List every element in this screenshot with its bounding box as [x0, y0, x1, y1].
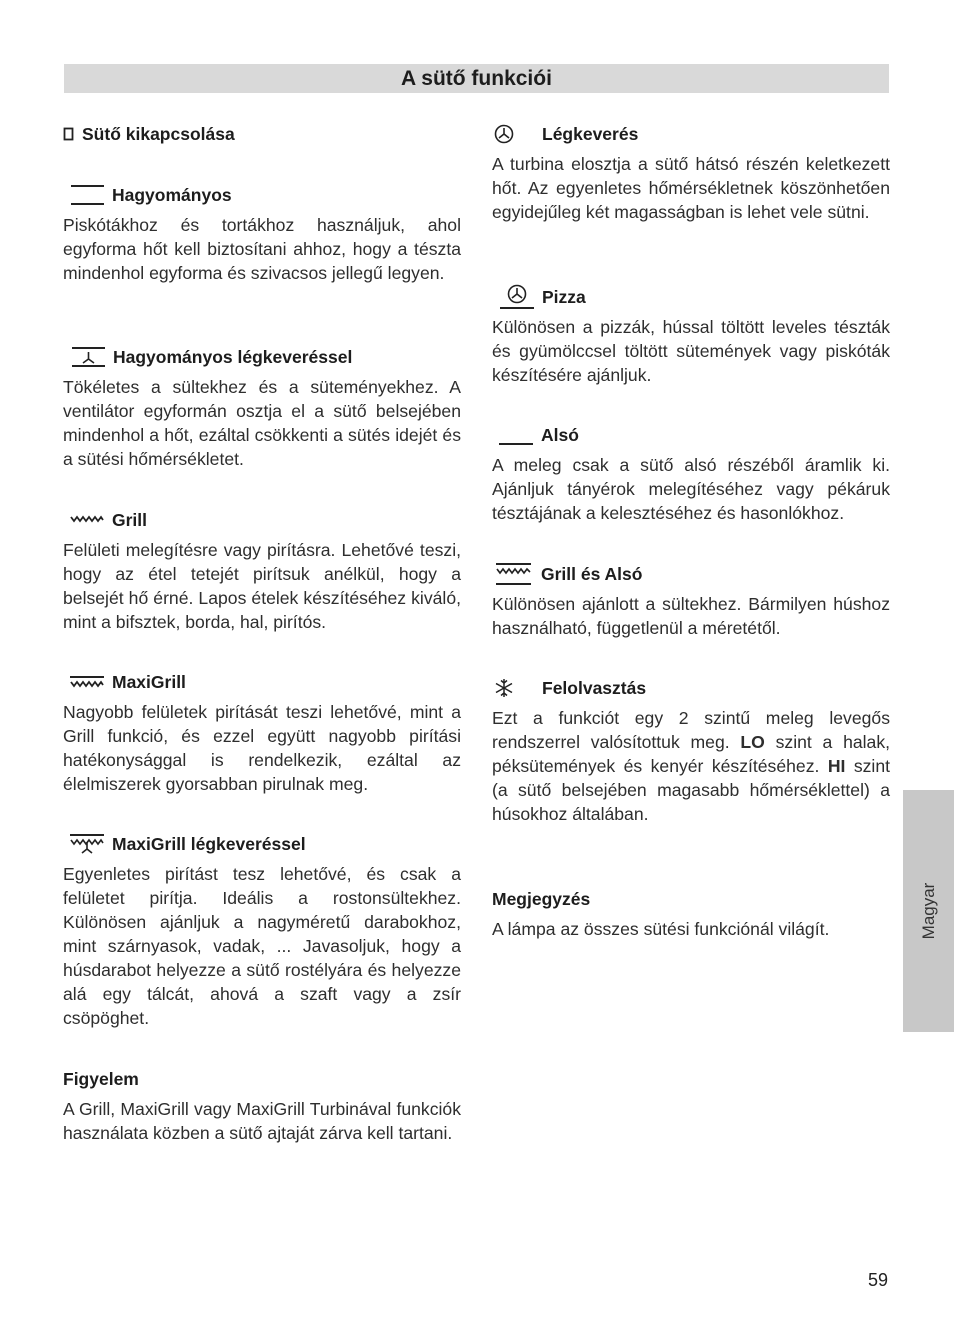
section-maxigrill-fan [63, 832, 461, 1030]
section-grill-bottom-heading: Grill és Alsó [492, 562, 890, 586]
pizza-icon [500, 284, 534, 310]
section-bottom-text: A meleg csak a sütő alsó részéből áramlik ki. Ajánljuk tányérok melegítéséhez vagy pékáruk tésztájának a kelesztéséhez és hasonlókhoz. [492, 455, 890, 523]
lo-label: LO [740, 732, 765, 752]
section-defrost-heading: Felolvasztás [492, 676, 890, 700]
section-grill-text: Felületi melegítésre vagy pirításra. Lehetővé teszi, hogy az étel tetejét pirítsuk anélkül, hogy a belsejét hő érné. Lapos ételek készítéséhez kiváló, mint a bifsztek, borda, hal, pirítós. [63, 540, 461, 632]
section-pizza-heading: Pizza [492, 285, 890, 309]
section-grill-bottom-text: Különösen ajánlott a sültekhez. Bármilyen húshoz használható, függetlenül a méretétől. [492, 594, 890, 638]
section-pizza-text: Különösen a pizzák, hússal töltött leveles tészták és gyümölccsel töltött sütemények vagy piskóták készítésére ajánljuk. [492, 317, 890, 385]
language-label: Magyar [918, 882, 938, 940]
section-note [492, 887, 890, 941]
section-warning-text: A Grill, MaxiGrill vagy MaxiGrill Turbinával funkciók használata közben a sütő ajtaját zárva kell tartani. [63, 1099, 461, 1143]
language-side-tab [903, 790, 954, 1032]
section-warning-heading: Figyelem [63, 1068, 139, 1089]
section-grill [63, 508, 461, 634]
fan-icon [494, 124, 514, 144]
grill-bottom-icon [494, 562, 533, 586]
section-off [63, 122, 461, 146]
section-bottom [492, 423, 890, 525]
bottom-heat-icon [499, 424, 533, 446]
section-fan-heading: Légkeverés [492, 122, 890, 146]
section-pizza [492, 285, 890, 387]
hi-label: HI [827, 756, 846, 776]
section-fan-text: A turbina elosztja a sütő hátsó részén keletkezett hőt. Az egyenletes hőmérsékletnek köszönhetően egyidejűleg két magasságban is lehet vele sütni. [492, 154, 890, 222]
defrost-snowflake-icon [494, 678, 514, 698]
top-bottom-heat-icon [71, 184, 104, 206]
section-conventional-fan-text: Tökéletes a sültekhez és a süteményekhez. A ventilátor egyformán osztja el a sütő belsejében mindenhol a hőt, ezáltal csökkenti a sütés idejét és a sütési hőmérsékletet. [63, 377, 461, 469]
section-maxigrill [63, 670, 461, 796]
section-maxigrill-heading: MaxiGrill [63, 670, 461, 694]
section-conventional [63, 183, 461, 285]
section-grill-heading: Grill [63, 508, 461, 532]
section-defrost [492, 676, 890, 826]
section-defrost-text: Ezt a funkciót egy 2 szintű meleg levegős rendszerrel valósítottuk meg. LO szint a halak, péksütemények és kenyér készítéséhez. HI szint (a sütő belsejében magasabb hőmérséklettel) a húsokhoz általában. [492, 708, 891, 824]
page-title: A sütő funkciói [401, 67, 552, 90]
section-maxigrill-fan-heading: MaxiGrill légkeveréssel [63, 832, 461, 856]
maxigrill-icon [70, 675, 104, 689]
section-conventional-text: Piskótákhoz és tortákhoz használjuk, ahol egyforma hőt kell biztosítani ahhoz, hogy a tészta mindenhol egyforma és szivacsos jellegű legyen. [63, 215, 461, 283]
section-conventional-fan [63, 345, 461, 471]
grill-icon [70, 514, 104, 526]
conventional-fan-icon [72, 346, 105, 368]
section-conventional-heading: Hagyományos [63, 183, 461, 207]
section-maxigrill-fan-text: Egyenletes pirítást tesz lehetővé, és csak a felületet pirítja. Ideális a rostonsültekhez. Különösen ajánljuk a nagyméretű darabokhoz, mint szárnyasok, vadak, ... Javasoljuk, hogy a húsdarabot helyezze a sütő rostélyára és helyezze alá egy tálcát, ahová a szaft vagy a zsír csöpöghet. [63, 864, 461, 1028]
section-off-heading: Sütő kikapcsolása [63, 122, 461, 146]
maxigrill-fan-icon [70, 833, 104, 855]
section-fan [492, 122, 890, 224]
off-square-icon [63, 127, 74, 141]
section-maxigrill-text: Nagyobb felületek pirítását teszi lehetővé, mint a Grill funkció, és ezzel együtt nagyobb pirítási hatékonysággal is rendelkezik, ezáltal az élelmiszerek gyorsabban pirulnak meg. [63, 702, 461, 794]
section-warning [63, 1067, 461, 1145]
section-grill-bottom [492, 562, 890, 640]
section-note-text: A lámpa az összes sütési funkciónál világít. [492, 919, 830, 939]
page-number: 59 [868, 1270, 889, 1290]
title-bar [64, 64, 889, 93]
section-bottom-heading: Alsó [492, 423, 890, 447]
section-note-heading: Megjegyzés [492, 888, 591, 909]
section-conventional-fan-heading: Hagyományos légkeveréssel [63, 345, 461, 369]
